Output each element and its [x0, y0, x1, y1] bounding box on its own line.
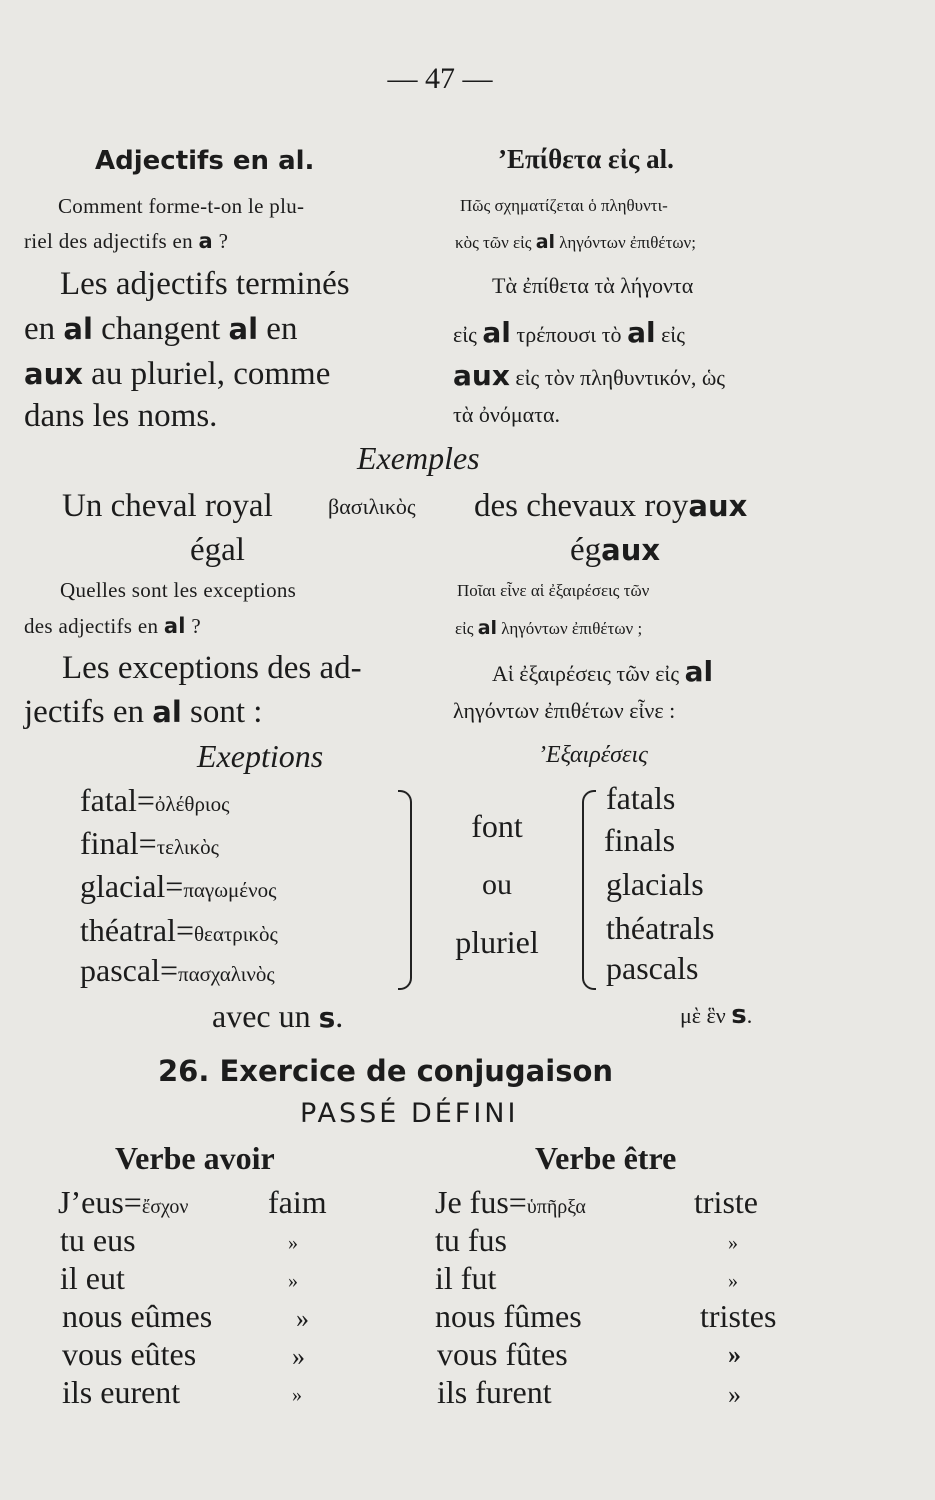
avoir-row-5-tail: » — [292, 1342, 305, 1371]
exceptions-footer-fr: avec un s. — [212, 998, 344, 1034]
verb-etre-heading: Verbe être — [535, 1140, 677, 1176]
etre-row-2: tu fus — [435, 1222, 507, 1258]
plural-glacials: glacials — [606, 866, 704, 902]
question2-fr-line2: des adjectifs en al ? — [24, 614, 201, 638]
avoir-row-4: nous eûmes — [62, 1298, 213, 1334]
answer-fr-line1: Les exceptions des ad- — [62, 650, 362, 686]
exception-item-theatral: théatral=θεατρικὸς — [80, 912, 278, 948]
rule-gr-line2: εἰς al τρέπουσι τὸ al εἰς — [453, 316, 685, 349]
rule-fr-line1: Les adjectifs terminés — [60, 266, 350, 302]
exceptions-middle-pluriel: pluriel — [455, 924, 539, 960]
avoir-row-4-tail: » — [296, 1304, 309, 1333]
rule-gr-line4: τὰ ὀνόματα. — [453, 402, 561, 427]
etre-row-2-tail: » — [728, 1232, 738, 1254]
bracket-left — [398, 790, 412, 990]
exception-item-pascal: pascal=πασχαλινὸς — [80, 952, 275, 988]
avoir-row-6: ils eurent — [62, 1374, 181, 1410]
plural-theatrals: théatrals — [606, 910, 715, 946]
avoir-row-1-tail: faim — [268, 1184, 327, 1220]
rule-fr-line4: dans les noms. — [24, 398, 218, 434]
avoir-row-1: J’eus=ἔσχον — [58, 1184, 189, 1220]
plural-pascals: pascals — [606, 950, 699, 986]
plural-finals: finals — [604, 822, 676, 858]
answer-fr-line2: jectifs en al sont : — [24, 694, 263, 730]
exercise-tense: PASSÉ DÉFINI — [300, 1098, 519, 1129]
rule-fr-line3: aux au pluriel, comme — [24, 356, 331, 392]
example-line2-plural: égaux — [570, 532, 661, 568]
question-fr-line1: Comment forme-t-on le plu- — [58, 194, 305, 218]
exceptions-title-fr: Exeptions — [197, 738, 324, 774]
plural-fatals: fatals — [606, 780, 676, 816]
bracket-right — [582, 790, 596, 990]
etre-row-4-tail: tristes — [700, 1298, 777, 1334]
etre-row-3-tail: » — [728, 1270, 738, 1292]
avoir-row-3: il eut — [60, 1260, 125, 1296]
question2-gr-line2: εἰς al ληγόντων ἐπιθέτων ; — [455, 617, 643, 639]
etre-row-4: nous fûmes — [435, 1298, 582, 1334]
example-line1-gr: βασιλικὸς — [328, 494, 416, 519]
question-gr-line1: Πῶς σχηματίζεται ὁ πληθυντι- — [460, 196, 668, 215]
avoir-row-5: vous eûtes — [62, 1336, 197, 1372]
exceptions-middle-ou: ou — [482, 868, 512, 901]
question2-fr-line1: Quelles sont les exceptions — [60, 578, 297, 602]
rule-fr-line2: en al changent al en — [24, 311, 298, 347]
exceptions-footer-gr: μὲ ἓν s. — [680, 1000, 753, 1030]
etre-row-6: ils furent — [437, 1374, 552, 1410]
exception-item-fatal: fatal=ὀλέθριος — [80, 782, 230, 818]
question-gr-line2: κὸς τῶν εἰς al ληγόντων ἐπιθέτων; — [455, 231, 696, 253]
etre-row-3: il fut — [435, 1260, 497, 1296]
verb-avoir-heading: Verbe avoir — [115, 1140, 275, 1176]
page-number: — 47 — — [387, 62, 493, 95]
avoir-row-6-tail: » — [292, 1384, 302, 1406]
example-line2-fr: égal — [190, 532, 245, 568]
section-heading-gr: ’Επίθετα εἰς al. — [498, 144, 674, 174]
example-line1-fr: Un cheval royal — [62, 488, 273, 524]
avoir-row-2-tail: » — [288, 1232, 298, 1254]
examples-title: Exemples — [357, 440, 480, 476]
avoir-row-2: tu eus — [60, 1222, 136, 1258]
answer-gr-line2: ληγόντων ἐπιθέτων εἶνε : — [453, 698, 676, 723]
exception-item-final: final=τελικὸς — [80, 825, 219, 861]
exceptions-middle-font: font — [471, 808, 523, 844]
exercise-heading: 26. Exercice de conjugaison — [158, 1054, 614, 1088]
example-line1-plural: des chevaux royaux — [474, 488, 748, 524]
question2-gr-line1: Ποῖαι εἶνε αἱ ἐξαιρέσεις τῶν — [457, 581, 650, 600]
avoir-row-3-tail: » — [288, 1270, 298, 1292]
etre-row-6-tail: » — [728, 1380, 741, 1409]
etre-row-5: vous fûtes — [437, 1336, 568, 1372]
answer-gr-line1: Αἱ ἐξαιρέσεις τῶν εἰς al — [492, 655, 714, 688]
etre-row-1: Je fus=ὑπῆρξα — [435, 1184, 586, 1220]
etre-row-1-tail: triste — [694, 1184, 758, 1220]
question-fr-line2: riel des adjectifs en a ? — [24, 229, 229, 253]
etre-row-5-tail: » — [728, 1340, 741, 1369]
rule-gr-line1: Τὰ ἐπίθετα τὰ λήγοντα — [492, 273, 694, 298]
section-heading-fr: Adjectifs en al. — [95, 146, 315, 176]
exception-item-glacial: glacial=παγωμένος — [80, 868, 277, 904]
exceptions-title-gr: ’Εξαιρέσεις — [538, 742, 648, 768]
rule-gr-line3: aux εἰς τὸν πληθυντικόν, ὡς — [453, 359, 726, 392]
